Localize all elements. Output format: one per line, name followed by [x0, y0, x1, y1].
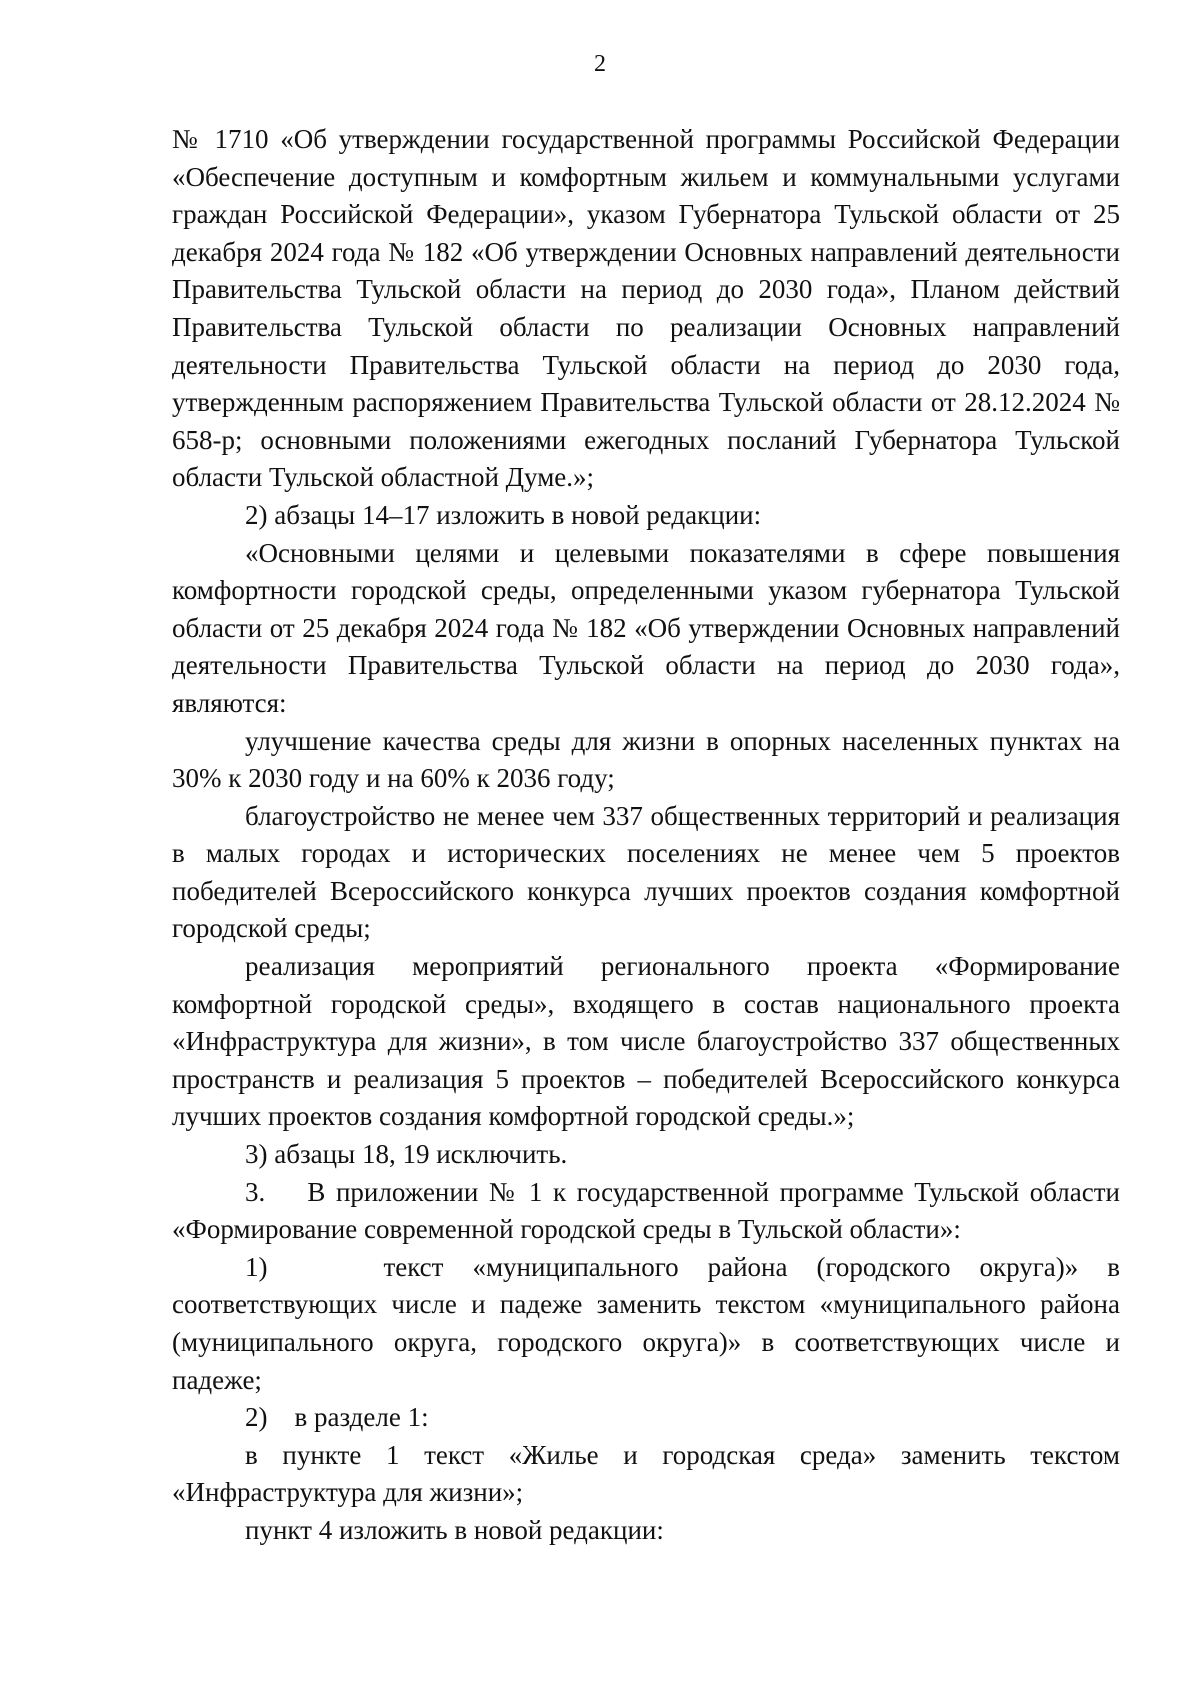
paragraph-point-4: пункт 4 изложить в новой редакции: [245, 1514, 664, 1545]
paragraph-goals-intro: «Основными целями и целевыми показателями в сфере повышения комфортности городской среды, определенными указом губернатора Тульской области от 25 декабря 2024 года № 182 «Об утверждении Основных направлений деятельности Правительства Тульской области на период до 2030 года», являются: [172, 537, 1120, 718]
paragraph-goal-regional-project: реализация мероприятий регионального проекта «Формирование комфортной городской среды», входящего в состав национального проекта «Инфраструктура для жизни», в том числе благоустройство 337 общественных пространств и реализация 5 проектов – победителей Всероссийского конкурса лучших проектов создания комфортной городской среды.»; [172, 951, 1120, 1132]
paragraph-goal-quality: улучшение качества среды для жизни в опорных населенных пунктах на 30% к 2030 году и на 60% к 2036 году; [172, 725, 1120, 794]
paragraph-subitem-1: 1) текст «муниципального района (городского округа)» в соответствующих числе и падеже заменить текстом «муниципального района (муниципального округа, городского округа)» в соответствующих числе и падеже; [172, 1251, 1127, 1395]
paragraph-item-3: 3. В приложении № 1 к государственной программе Тульской области «Формирование современной городской среды в Тульской области»: [172, 1176, 1127, 1245]
paragraph-subitem-2: 2) в разделе 1: [245, 1402, 429, 1433]
document-body [172, 121, 1127, 1550]
paragraph-amendment-2: 2) абзацы 14–17 изложить в новой редакции: [245, 499, 762, 530]
paragraph-goal-improvement: благоустройство не менее чем 337 общественных территорий и реализация в малых городах и исторических поселениях не менее чем 5 проектов победителей Всероссийского конкурса лучших проектов создания комфортной городской среды; [172, 800, 1120, 944]
paragraph-amendment-3: 3) абзацы 18, 19 исключить. [245, 1139, 568, 1170]
paragraph-point-1: в пункте 1 текст «Жилье и городская среда» заменить текстом «Инфраструктура для жизни»; [172, 1439, 1120, 1508]
paragraph-continuation: № 1710 «Об утверждении государственной программы Российской Федерации «Обеспечение доступным и комфортным жильем и коммунальными услугами граждан Российской Федерации», указом Губернатора Тульской области от 25 декабря 2024 года № 182 «Об утверждении Основных направлений деятельности Правительства Тульской области на период до 2030 года», Планом действий Правительства Тульской области по реализации Основных направлений деятельности Правительства Тульской области на период до 2030 года, утвержденным распоряжением Правительства Тульской области от 28.12.2024 № 658-р; основными положениями ежегодных посланий Губернатора Тульской области Тульской областной Думе.»; [172, 124, 1120, 493]
page-number: 2 [594, 51, 606, 77]
